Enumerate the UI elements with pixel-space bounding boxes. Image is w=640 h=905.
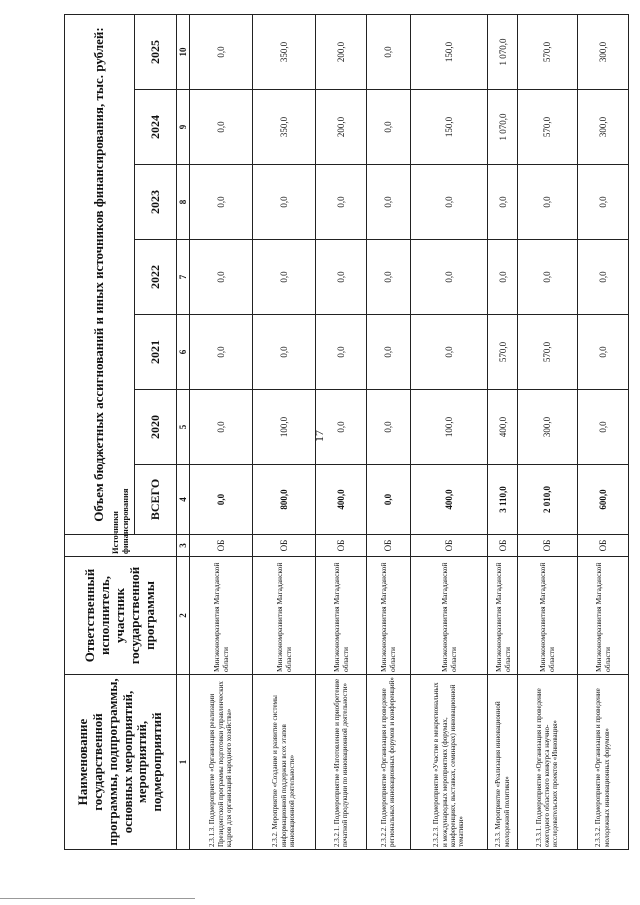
column-number: 4 (177, 465, 190, 535)
row-name: 2.3.2.3. Подмероприятие «Участие в межрегиональных и международных мероприятиях (форумах, конференциях, выставках, семинарах) инновационной тематики» (410, 675, 488, 850)
row-value: 0,0 (367, 15, 410, 90)
column-number: 9 (177, 90, 190, 165)
bottom-rule (0, 898, 195, 899)
header-name: Наименование государственной программы, подпрограммы, основных мероприятий, мероприятий, подмероприятий (65, 675, 177, 850)
row-source: ОБ (190, 535, 253, 557)
row-value: 0,0 (410, 240, 488, 315)
row-value: 0,0 (488, 165, 518, 240)
row-source: ОБ (488, 535, 518, 557)
row-value: 0,0 (190, 315, 253, 390)
row-value: 300,0 (577, 90, 628, 165)
row-value: 0,0 (190, 90, 253, 165)
row-value: 0,0 (410, 165, 488, 240)
row-name: 2.3.3.2. Подмероприятие «Организация и проведение молодежных инновационных форумов» (577, 675, 628, 850)
row-value: 0,0 (367, 165, 410, 240)
row-executor: Минэкономразвития Магаданской области (488, 557, 518, 675)
row-executor: Минэкономразвития Магаданской области (410, 557, 488, 675)
row-value: 100,0 (252, 390, 315, 465)
column-number: 8 (177, 165, 190, 240)
header-funding: Объем бюджетных ассигнований и иных источников финансирования, тыс. рублей: (65, 15, 135, 535)
page-number: 17 (312, 430, 326, 442)
table-row (315, 15, 366, 850)
row-source: ОБ (518, 535, 577, 557)
column-number: 5 (177, 390, 190, 465)
row-executor: Минэкономразвития Магаданской области (577, 557, 628, 675)
row-source: ОБ (367, 535, 410, 557)
row-value: 0,0 (367, 315, 410, 390)
row-value: 0,0 (577, 315, 628, 390)
column-number: 7 (177, 240, 190, 315)
row-executor: Минэкономразвития Магаданской области (252, 557, 315, 675)
row-value: 0,0 (315, 240, 366, 315)
header-executor: Ответственный исполнитель, участник государственной программы (65, 557, 177, 675)
row-value: 400,0 (488, 390, 518, 465)
row-value: 1 070,0 (488, 90, 518, 165)
column-number: 10 (177, 15, 190, 90)
row-name: 2.3.3. Мероприятие «Реализация инновационной молодежной политики» (488, 675, 518, 850)
funding-table (64, 14, 629, 850)
column-number: 6 (177, 315, 190, 390)
row-name: 2.3.3.1. Подмероприятие «Организация и проведение ежегодного областного конкурса научно- исследовательских проектов «Инновация» (518, 675, 577, 850)
row-value: 0,0 (190, 390, 253, 465)
row-value: 0,0 (252, 315, 315, 390)
row-value: 0,0 (252, 240, 315, 315)
row-value: 300,0 (577, 15, 628, 90)
row-total: 0,0 (367, 465, 410, 535)
row-executor: Минэкономразвития Магаданской области (190, 557, 253, 675)
row-value: 350,0 (252, 90, 315, 165)
header-year: 2021 (135, 315, 177, 390)
row-value: 570,0 (488, 315, 518, 390)
row-value: 1 070,0 (488, 15, 518, 90)
row-value: 570,0 (518, 15, 577, 90)
header-year: 2023 (135, 165, 177, 240)
table-row (410, 15, 488, 850)
row-total: 600,0 (577, 465, 628, 535)
row-value: 0,0 (518, 240, 577, 315)
header-year: 2025 (135, 15, 177, 90)
row-total: 3 110,0 (488, 465, 518, 535)
row-value: 0,0 (190, 165, 253, 240)
row-value: 570,0 (518, 315, 577, 390)
row-source: ОБ (252, 535, 315, 557)
row-value: 100,0 (410, 390, 488, 465)
column-number: 1 (177, 675, 190, 850)
header-year: 2020 (135, 390, 177, 465)
row-total: 400,0 (410, 465, 488, 535)
row-executor: Минэкономразвития Магаданской области (315, 557, 366, 675)
row-value: 0,0 (488, 240, 518, 315)
row-value: 150,0 (410, 15, 488, 90)
row-value: 0,0 (315, 165, 366, 240)
row-name: 2.3.2.2. Подмероприятие «Организация и проведение региональных инновационных форумов и конференций» (367, 675, 410, 850)
table-row (252, 15, 315, 850)
row-total: 0,0 (190, 465, 253, 535)
row-value: 0,0 (315, 390, 366, 465)
row-value: 0,0 (577, 390, 628, 465)
row-total: 2 010,0 (518, 465, 577, 535)
row-value: 350,0 (252, 15, 315, 90)
header-year: 2024 (135, 90, 177, 165)
row-value: 0,0 (315, 315, 366, 390)
row-value: 0,0 (252, 165, 315, 240)
row-value: 200,0 (315, 90, 366, 165)
row-value: 200,0 (315, 15, 366, 90)
column-number: 3 (177, 535, 190, 557)
row-value: 0,0 (367, 90, 410, 165)
row-total: 400,0 (315, 465, 366, 535)
row-value: 0,0 (367, 390, 410, 465)
row-name: 2.3.2.1. Подмероприятие «Изготовление и приобретение печатной продукции по инновационной деятельности» (315, 675, 366, 850)
row-value: 0,0 (577, 240, 628, 315)
row-value: 570,0 (518, 90, 577, 165)
row-value: 300,0 (518, 390, 577, 465)
row-value: 0,0 (518, 165, 577, 240)
table-row (518, 15, 577, 850)
row-executor: Минэкономразвития Магаданской области (518, 557, 577, 675)
row-value: 0,0 (410, 315, 488, 390)
column-number: 2 (177, 557, 190, 675)
row-total: 800,0 (252, 465, 315, 535)
row-value: 0,0 (577, 165, 628, 240)
row-source: ОБ (577, 535, 628, 557)
table-row (577, 15, 628, 850)
header-year: 2022 (135, 240, 177, 315)
row-value: 0,0 (367, 240, 410, 315)
table-row (488, 15, 518, 850)
row-name: 2.3.2. Мероприятие «Создание и развитие системы информационной поддержки всех этапов инновационной деятельности» (252, 675, 315, 850)
table-row (190, 15, 253, 850)
header-total: ВСЕГО (135, 465, 177, 535)
row-source: ОБ (315, 535, 366, 557)
row-value: 150,0 (410, 90, 488, 165)
row-source: ОБ (410, 535, 488, 557)
row-value: 0,0 (190, 240, 253, 315)
row-value: 0,0 (190, 15, 253, 90)
header-source: Источники финансирования (65, 535, 177, 557)
rotated-table-container (64, 15, 629, 850)
row-executor: Минэкономразвития Магаданской области (367, 557, 410, 675)
table-row (367, 15, 410, 850)
row-name: 2.3.1.3. Подмероприятие «Организация реализации Президентской программы подготовки управленческих кадров для организаций народного хозяйства» (190, 675, 253, 850)
